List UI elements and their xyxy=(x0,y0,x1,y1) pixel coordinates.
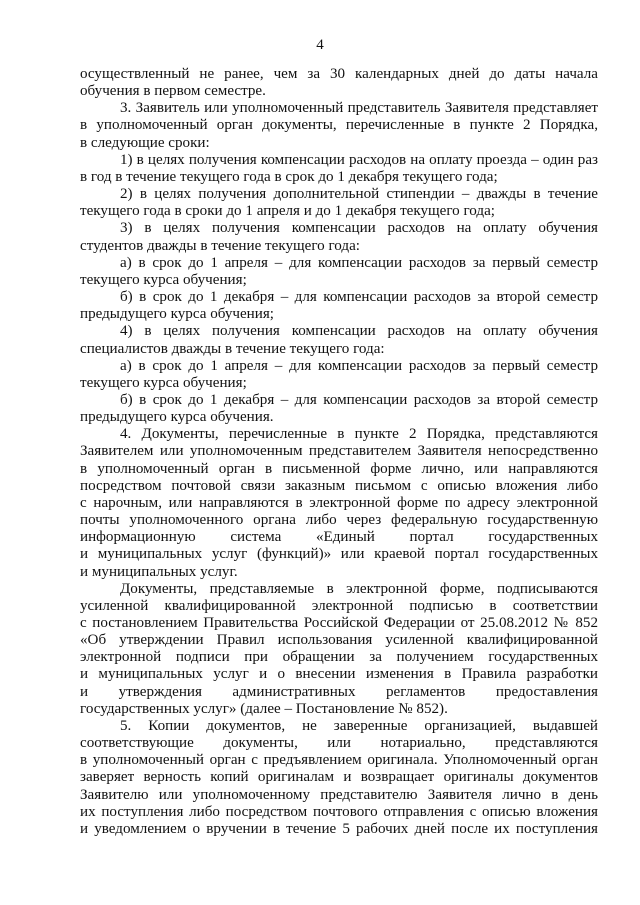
text-line: 3. Заявитель или уполномоченный представитель Заявителя представляет xyxy=(120,100,598,117)
page-number: 4 xyxy=(316,37,324,53)
text-line: и муниципальных услуг. xyxy=(80,563,238,580)
paragraph xyxy=(80,100,598,151)
text-line: текущего курса обучения; xyxy=(80,271,247,288)
text-line: с постановлением Правительства Российской Федерации от 25.08.2012 № 852 xyxy=(80,615,598,631)
text-line: текущего года в сроки до 1 апреля и до 1 декабря текущего года; xyxy=(80,203,495,220)
text-line: б) в срок до 1 декабря – для компенсации расходов за второй семестр xyxy=(120,391,598,408)
text-line: информационную система «Единый портал государственных xyxy=(80,529,598,546)
text-line: Заявителю или уполномоченному представителю Заявителя лично в день xyxy=(80,786,598,803)
text-line: 5. Копии документов, не заверенные организацией, выдавшей xyxy=(120,717,598,734)
paragraph xyxy=(80,718,598,838)
text-line: б) в срок до 1 декабря – для компенсации расходов за второй семестр xyxy=(120,289,598,306)
text-line: соответствующие документы, или нотариально, представляются xyxy=(80,735,598,752)
paragraph xyxy=(80,323,598,357)
paragraph xyxy=(80,152,598,186)
text-line: их поступления либо посредством почтового отправления с описью вложения xyxy=(80,803,598,820)
text-line: и муниципальных услуг (функций)» или краевой портал государственных xyxy=(80,546,598,563)
text-line: «Об утверждении Правил использования усиленной квалифицированной xyxy=(80,632,598,649)
text-line: 1) в целях получения компенсации расходов на оплату проезда – один раз xyxy=(120,151,598,168)
text-line: почты уполномоченного органа либо через федеральную государственную xyxy=(80,512,598,529)
text-line: в следующие сроки: xyxy=(80,134,210,151)
text-line: и утверждения административных регламентов предоставления xyxy=(80,683,598,700)
text-line: с нарочным, или направляются в электронной форме по адресу электронной xyxy=(80,494,598,511)
text-line: электронной подписи при обращении за получением государственных xyxy=(80,649,598,666)
paragraph xyxy=(80,255,598,289)
text-line: и уведомлением о вручении в течение 5 рабочих дней после их поступления xyxy=(80,820,598,837)
text-line: осуществленный не ранее, чем за 30 календарных дней до даты начала xyxy=(80,66,598,82)
text-line: специалистов дважды в течение текущего года: xyxy=(80,340,385,357)
text-line: государственных услуг» (далее – Постановление № 852). xyxy=(80,700,448,717)
text-line: Документы, представляемые в электронной форме, подписываются xyxy=(120,580,598,597)
text-line: 4) в целях получения компенсации расходов на оплату обучения xyxy=(120,323,598,340)
text-line: а) в срок до 1 апреля – для компенсации расходов за первый семестр xyxy=(120,254,598,271)
text-line: обучения в первом семестре. xyxy=(80,83,266,100)
text-line: посредством почтовой связи заказным письмом с описью вложения либо xyxy=(80,477,598,494)
text-line: а) в срок до 1 апреля – для компенсации расходов за первый семестр xyxy=(120,357,598,374)
paragraph xyxy=(80,392,598,426)
text-line: текущего курса обучения; xyxy=(80,374,247,391)
text-line: заверяет верность копий оригиналам и возвращает оригиналы документов xyxy=(80,769,598,786)
text-line: 2) в целях получения дополнительной стипендии – дважды в течение xyxy=(120,186,598,203)
paragraph xyxy=(80,220,598,254)
text-line: усиленной квалифицированной электронной подписью в соответствии xyxy=(80,597,598,614)
text-line: 4. Документы, перечисленные в пункте 2 Порядка, представляются xyxy=(120,426,598,443)
paragraph xyxy=(80,358,598,392)
text-line: и муниципальных услуг и о внесении изменения в Правила разработки xyxy=(80,666,598,683)
document-body xyxy=(80,66,598,838)
paragraph xyxy=(80,289,598,323)
text-line: предыдущего курса обучения; xyxy=(80,306,274,323)
paragraph xyxy=(80,581,598,718)
text-line: студентов дважды в течение текущего года: xyxy=(80,237,360,254)
text-line: в уполномоченный орган документы, перечисленные в пункте 2 Порядка, xyxy=(80,117,598,134)
text-line: в год в течение текущего года в срок до 1 декабря текущего года; xyxy=(80,168,498,185)
text-line: предыдущего курса обучения. xyxy=(80,409,274,426)
text-line: в уполномоченный орган в письменной форме лично, или направляются xyxy=(80,460,598,477)
paragraph xyxy=(80,426,598,580)
text-line: в уполномоченный орган с предъявлением оригинала. Уполномоченный орган xyxy=(80,752,598,769)
paragraph xyxy=(80,66,598,100)
paragraph xyxy=(80,186,598,220)
text-line: Заявителем или уполномоченным представителем Заявителя непосредственно xyxy=(80,443,598,460)
text-line: 3) в целях получения компенсации расходов на оплату обучения xyxy=(120,220,598,237)
